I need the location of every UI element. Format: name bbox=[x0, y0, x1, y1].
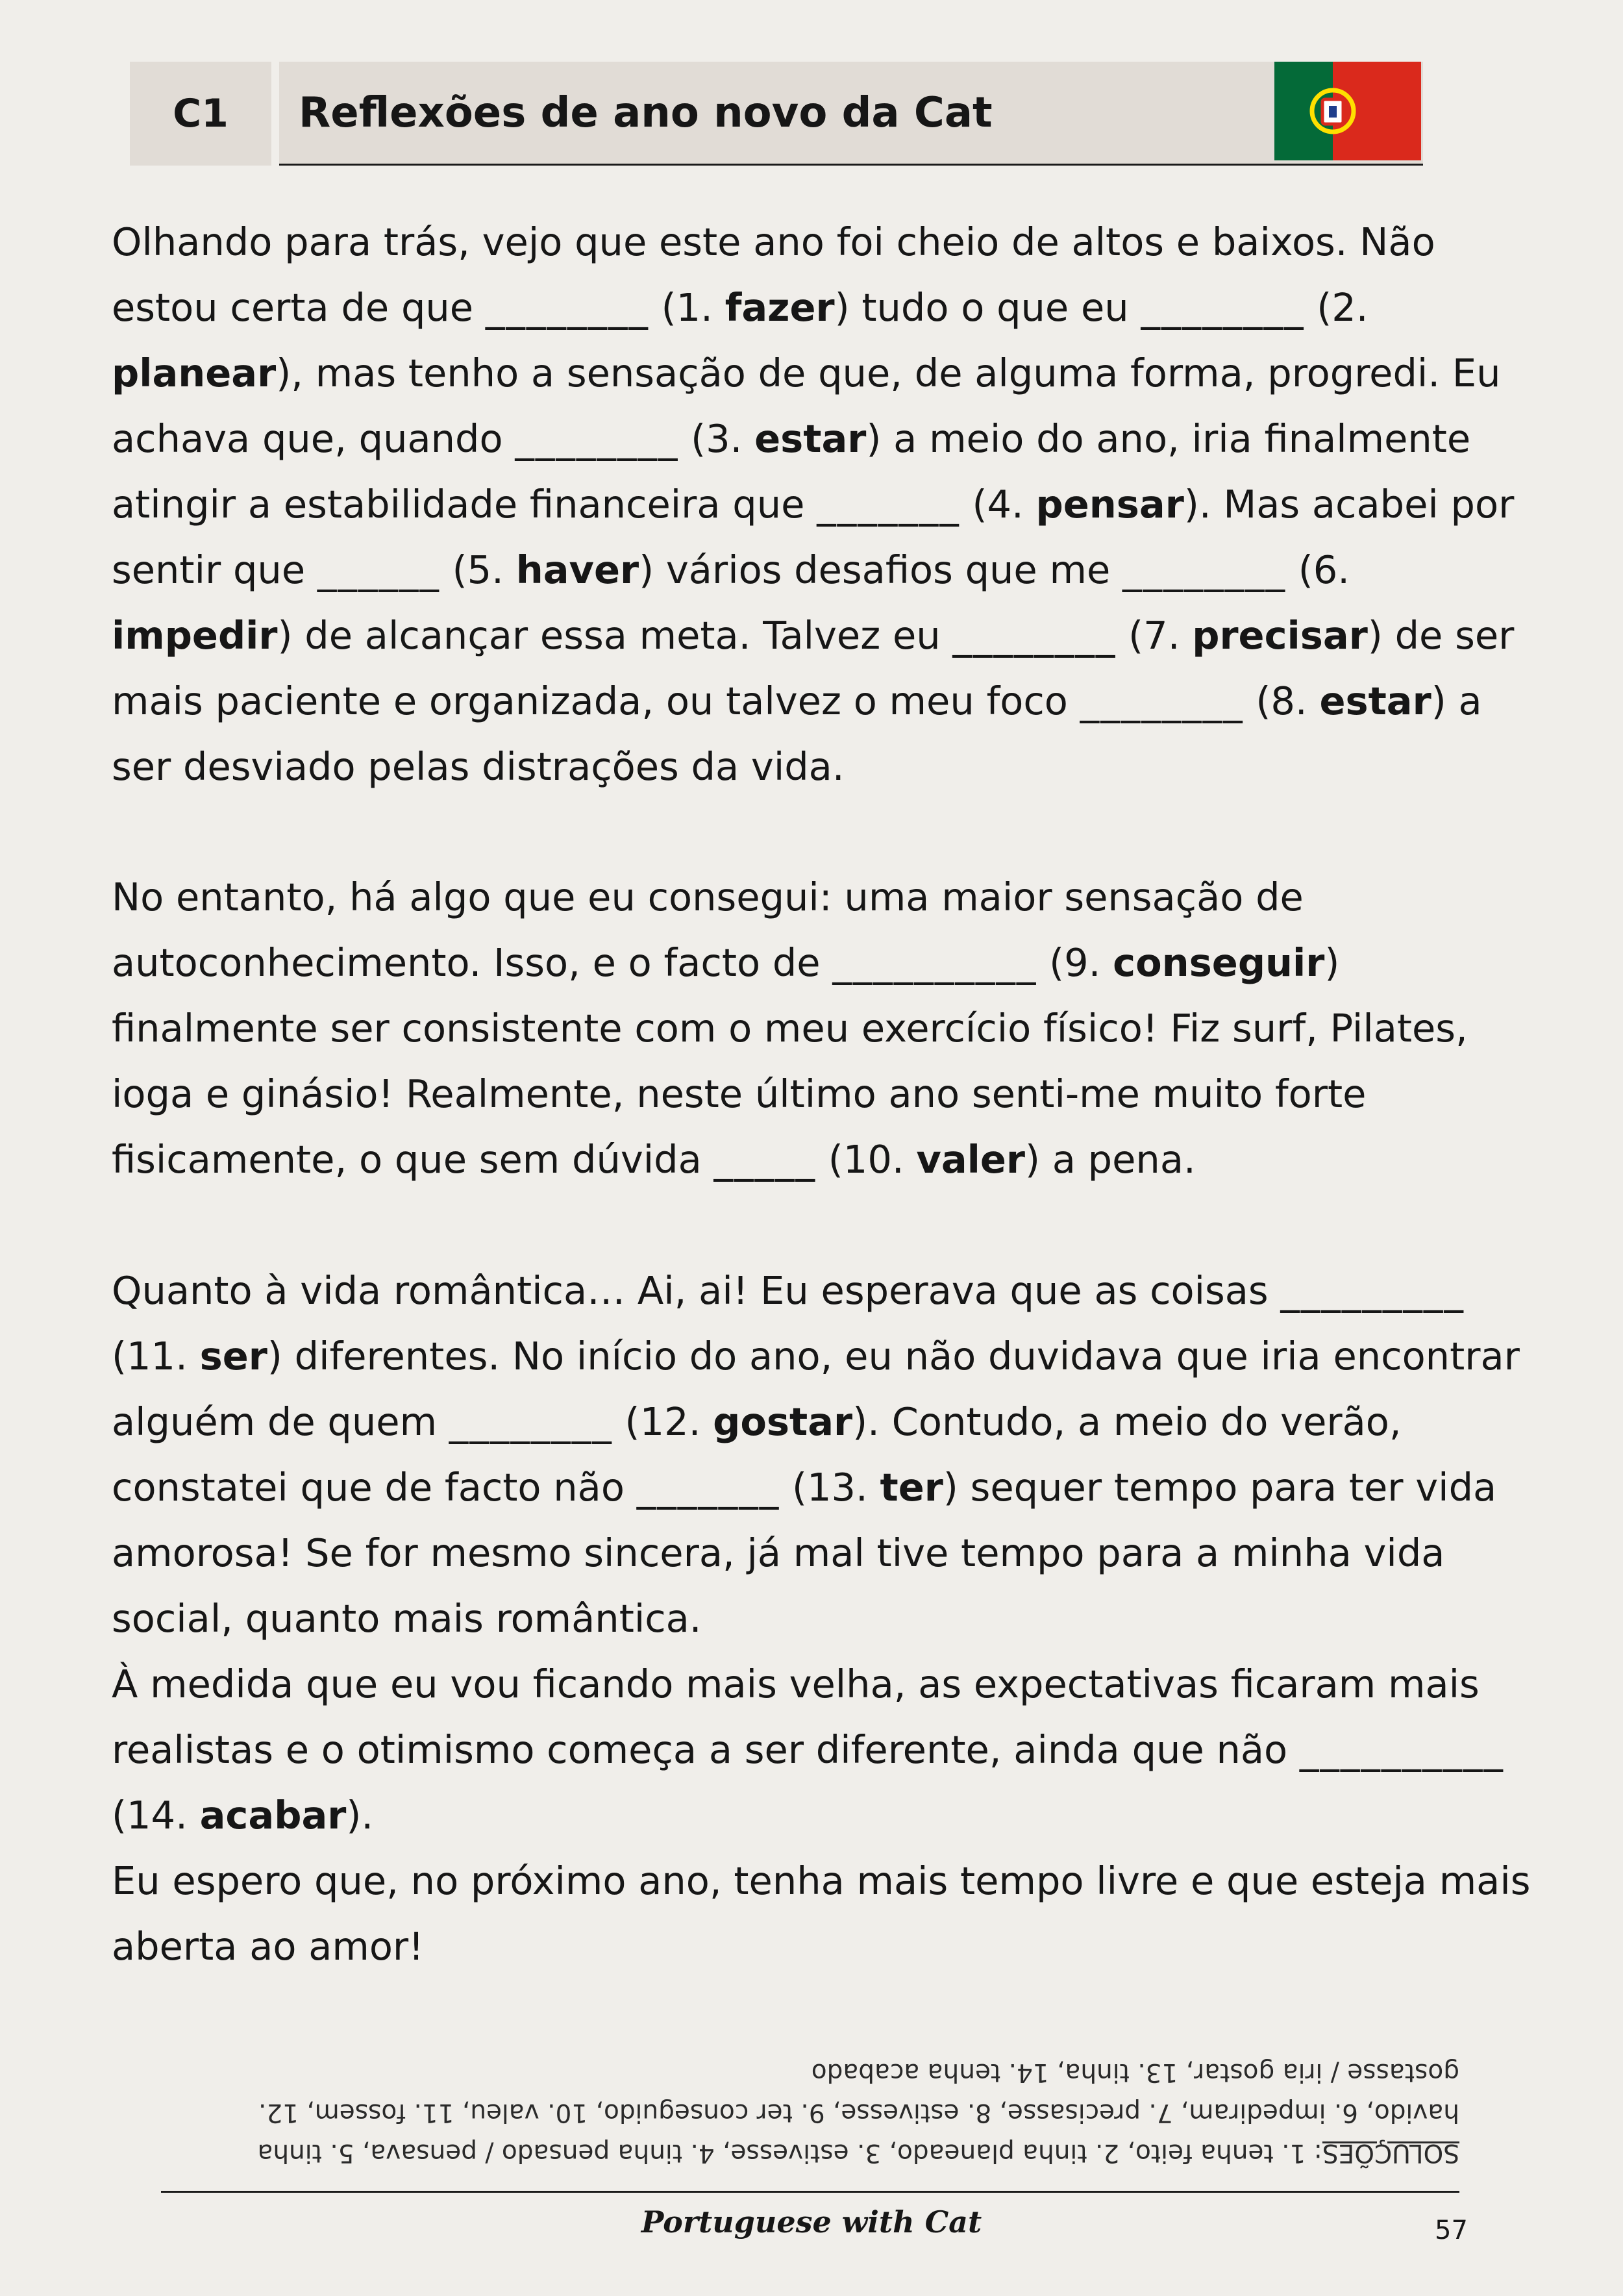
paragraph-3 bbox=[112, 1258, 1533, 1979]
verb-4: pensar bbox=[1035, 482, 1184, 527]
answer-key-label: SOLUÇÕES bbox=[1322, 2138, 1459, 2167]
verb-11: ser bbox=[199, 1334, 267, 1379]
verb-2: planear bbox=[112, 351, 277, 395]
item-number-8: (8. bbox=[1243, 679, 1320, 723]
blank-7: ________ bbox=[952, 613, 1117, 658]
footer-brand: Portuguese with Cat bbox=[641, 2204, 982, 2240]
item-number-13: (13. bbox=[780, 1465, 880, 1510]
blank-6: ________ bbox=[1122, 547, 1286, 592]
answer-key-upside-down bbox=[161, 2052, 1459, 2173]
text-segment: ) a meio do ano, iria finalmente atingir a estabilidade financeira que bbox=[112, 416, 1471, 527]
paragraph-1 bbox=[112, 209, 1533, 799]
portugal-flag-icon bbox=[1274, 62, 1421, 160]
text-segment: Eu espero que, no próximo ano, tenha mais tempo livre e que esteja mais aberta ao amor! bbox=[112, 1858, 1531, 1969]
text-segment: ). Contudo, a meio do verão, constatei que de facto não bbox=[112, 1399, 1402, 1510]
text-segment: ), mas tenho a sensação de que, de alguma forma, progredi. Eu achava que, quando bbox=[112, 351, 1501, 461]
text-segment: ) a pena. bbox=[1025, 1137, 1196, 1182]
item-number-11: (11. bbox=[112, 1334, 200, 1379]
text-segment: ) sequer tempo para ter vida amorosa! Se for mesmo sincera, já mal tive tempo para a minha vida social, quanto mais romântica. bbox=[112, 1465, 1497, 1641]
item-number-14: (14. bbox=[112, 1793, 200, 1838]
verb-8: estar bbox=[1319, 679, 1431, 723]
text-segment: ). Mas acabei por sentir que bbox=[112, 482, 1515, 592]
item-number-5: (5. bbox=[440, 547, 516, 592]
flag-quinas bbox=[1329, 106, 1337, 118]
text-segment: Quanto à vida romântica… Ai, ai! Eu esperava que as coisas bbox=[112, 1268, 1281, 1313]
worksheet-title: Reflexões de ano novo da Cat bbox=[279, 62, 1423, 166]
blank-5: ______ bbox=[317, 547, 440, 592]
text-segment: ) de alcançar essa meta. Talvez eu bbox=[277, 613, 953, 658]
item-number-6: (6. bbox=[1286, 547, 1350, 592]
blank-10: _____ bbox=[713, 1137, 817, 1182]
verb-13: ter bbox=[880, 1465, 943, 1510]
text-segment: Olhando para trás, vejo que este ano foi cheio de altos e baixos. Não estou certa de que bbox=[112, 219, 1435, 330]
text-segment: ) vários desafios que me bbox=[639, 547, 1122, 592]
item-number-12: (12. bbox=[612, 1399, 713, 1444]
text-segment: À medida que eu vou ficando mais velha, as expectativas ficaram mais realistas e o otimismo começa a ser diferente, ainda que não bbox=[112, 1662, 1480, 1772]
text-segment: ) tudo o que eu bbox=[834, 285, 1141, 330]
text-segment: ) finalmente ser consistente com o meu exercício físico! Fiz surf, Pilates, ioga e ginásio! Realmente, neste último ano senti-me muito forte fisicamente, o que sem dúvida bbox=[112, 940, 1468, 1182]
item-number-4: (4. bbox=[960, 482, 1036, 527]
verb-6: impedir bbox=[112, 613, 278, 658]
verb-9: conseguir bbox=[1113, 940, 1325, 985]
item-number-9: (9. bbox=[1037, 940, 1113, 985]
blank-14: __________ bbox=[1299, 1727, 1504, 1772]
text-segment: ) de ser mais paciente e organizada, ou talvez o meu foco bbox=[112, 613, 1515, 723]
paragraph-2 bbox=[112, 864, 1533, 1192]
text-segment: No entanto, há algo que eu consegui: uma maior sensação de autoconhecimento. Isso, e o facto de bbox=[112, 875, 1304, 985]
item-number-10: (10. bbox=[816, 1137, 917, 1182]
blank-1: ________ bbox=[485, 285, 649, 330]
page-number: 57 bbox=[1435, 2215, 1468, 2245]
worksheet-header bbox=[130, 62, 1423, 166]
blank-13: _______ bbox=[636, 1465, 780, 1510]
blank-2: ________ bbox=[1141, 285, 1305, 330]
text-segment: ). bbox=[346, 1793, 374, 1838]
text-segment: ) a ser desviado pelas distrações da vida. bbox=[112, 679, 1482, 789]
item-number-2: (2. bbox=[1304, 285, 1369, 330]
flag-red-band bbox=[1333, 62, 1421, 160]
verb-3: estar bbox=[754, 416, 867, 461]
item-number-3: (3. bbox=[678, 416, 755, 461]
answer-key-divider bbox=[161, 2191, 1459, 2193]
level-badge: C1 bbox=[130, 62, 271, 166]
item-number-7: (7. bbox=[1116, 613, 1193, 658]
verb-7: precisar bbox=[1192, 613, 1368, 658]
verb-1: fazer bbox=[725, 285, 835, 330]
verb-14: acabar bbox=[199, 1793, 347, 1838]
blank-12: ________ bbox=[449, 1399, 613, 1444]
answer-key-text: : 1. tenha feito, 2. tinha planeado, 3. estivesse, 4. tinha pensado / pensava, 5. tinha havido, 6. impediram, 7. precisasse, 8. estivesse, 9. ter conseguido, 10. valeu, 11. fossem, 12. gostasse / iria gostar, 13. tinha, 14. tenha acabado bbox=[257, 2058, 1459, 2167]
blank-8: ________ bbox=[1080, 679, 1244, 723]
blank-3: ________ bbox=[515, 416, 679, 461]
item-number-1: (1. bbox=[649, 285, 725, 330]
blank-4: _______ bbox=[817, 482, 960, 527]
verb-10: valer bbox=[916, 1137, 1025, 1182]
verb-12: gostar bbox=[713, 1399, 853, 1444]
blank-11: _________ bbox=[1280, 1268, 1465, 1313]
verb-5: haver bbox=[515, 547, 639, 592]
blank-9: __________ bbox=[832, 940, 1037, 985]
text-segment: ) diferentes. No início do ano, eu não duvidava que iria encontrar alguém de quem bbox=[112, 1334, 1520, 1444]
